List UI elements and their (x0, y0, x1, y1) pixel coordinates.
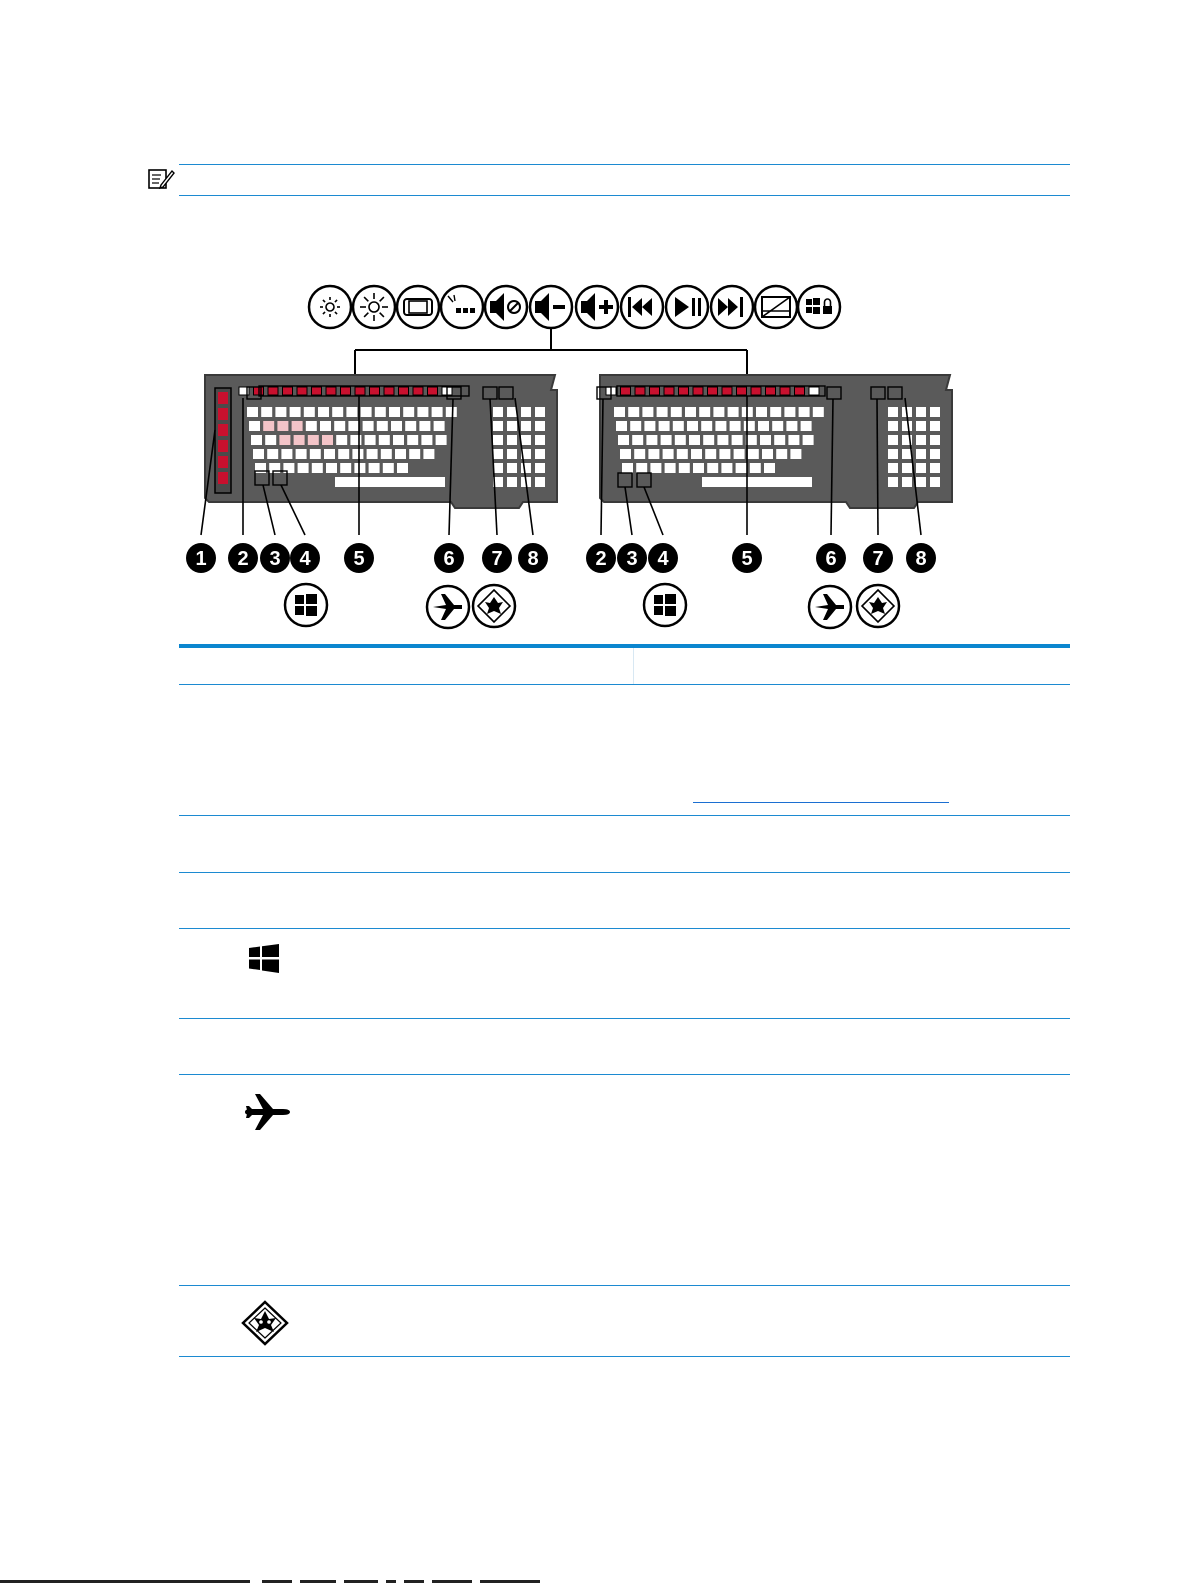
touchpad-toggle-icon (755, 286, 797, 328)
callout-3 (617, 543, 647, 573)
svg-text:2: 2 (237, 548, 249, 570)
callout-7 (482, 543, 512, 573)
callout-1 (186, 543, 216, 573)
volume-up-icon (576, 286, 618, 328)
callout-5 (344, 543, 374, 573)
callout-7 (863, 543, 893, 573)
callout-8 (518, 543, 548, 573)
svg-text:2: 2 (595, 548, 607, 570)
callout-2 (586, 543, 616, 573)
svg-text:4: 4 (657, 548, 669, 570)
airplane-mode-icon (243, 1092, 291, 1137)
previous-track-icon (621, 286, 663, 328)
svg-text:3: 3 (626, 548, 638, 570)
callout-3 (260, 543, 290, 573)
next-track-icon (711, 286, 753, 328)
windows-key-icon (285, 584, 327, 626)
svg-text:8: 8 (915, 548, 927, 570)
note-top-rule (179, 164, 1070, 165)
table-header-divider (633, 648, 634, 684)
callout-5 (732, 543, 762, 573)
note-icon (147, 167, 175, 191)
airplane-mode-icon (427, 586, 469, 628)
windows-key-icon (248, 944, 280, 979)
table-bottom-rule (179, 1356, 1070, 1357)
svg-text:5: 5 (741, 548, 753, 570)
omen-control-icon (857, 585, 899, 627)
omen-control-icon (241, 1300, 289, 1351)
leader-line (877, 399, 878, 535)
play-pause-icon (666, 286, 708, 328)
callout-4 (290, 543, 320, 573)
windows-key-icon (644, 584, 686, 626)
svg-text:3: 3 (269, 548, 281, 570)
callout-8 (906, 543, 936, 573)
svg-text:6: 6 (825, 548, 837, 570)
omen-control-icon (473, 585, 515, 627)
airplane-mode-icon (809, 586, 851, 628)
keyboard-backlight-icon (441, 286, 483, 328)
brightness-up-icon (353, 286, 395, 328)
svg-text:7: 7 (491, 548, 503, 570)
svg-text:7: 7 (872, 548, 884, 570)
keyboard-right (600, 375, 952, 508)
svg-text:4: 4 (299, 548, 311, 570)
svg-text:1: 1 (195, 548, 207, 570)
table-row (179, 685, 1070, 815)
svg-text:5: 5 (353, 548, 365, 570)
table-row (179, 816, 1070, 872)
callout-6 (434, 543, 464, 573)
brightness-down-icon (309, 286, 351, 328)
table-row (179, 1075, 1070, 1285)
display-switch-icon (397, 286, 439, 328)
callout-4 (648, 543, 678, 573)
keyboard-left (205, 375, 557, 508)
svg-text:6: 6 (443, 548, 455, 570)
callout-6 (816, 543, 846, 573)
table-row-link[interactable] (693, 802, 949, 803)
table-row (179, 1019, 1070, 1074)
callout-2 (228, 543, 258, 573)
table-header-rule (179, 644, 1070, 648)
keyboard-figure (185, 280, 955, 635)
volume-down-icon (530, 286, 572, 328)
table-row (179, 1286, 1070, 1356)
footer-strip (0, 1578, 560, 1585)
table-row (179, 929, 1070, 1018)
svg-text:8: 8 (527, 548, 539, 570)
mute-icon (485, 286, 527, 328)
table-row (179, 873, 1070, 928)
windows-lock-icon (798, 286, 840, 328)
note-bottom-rule (179, 195, 1070, 196)
